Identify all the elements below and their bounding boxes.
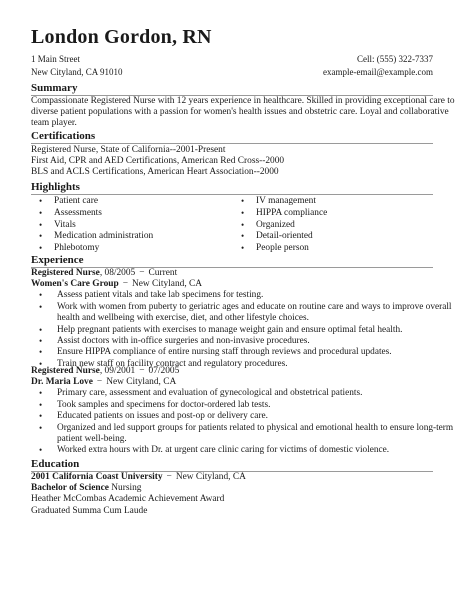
summary-text bbox=[31, 96, 455, 130]
job-entry bbox=[31, 366, 454, 457]
summary-line: team player. bbox=[31, 118, 77, 129]
education-entry bbox=[31, 472, 433, 517]
email-address: example-email@example.com bbox=[323, 67, 433, 77]
highlight-item: • HIPPA compliance bbox=[241, 207, 328, 218]
highlights-divider bbox=[31, 194, 433, 195]
highlights-left-list bbox=[31, 196, 153, 255]
bullet-icon: • bbox=[39, 207, 43, 218]
highlight-item: • Assessments bbox=[39, 207, 102, 218]
highlight-item: • Medication administration bbox=[39, 231, 154, 242]
bullet-icon: • bbox=[39, 324, 43, 335]
certification-item: Registered Nurse, State of California--2001-Present bbox=[31, 145, 226, 155]
bullet-icon: • bbox=[241, 196, 245, 206]
experience-heading: Experience bbox=[31, 254, 84, 266]
highlight-item: • Detail-oriented bbox=[241, 231, 313, 242]
employer-line: Women's Care Group − New Cityland, CA bbox=[31, 279, 203, 290]
degree-line: Bachelor of Science Nursing bbox=[31, 483, 142, 494]
bullet-icon: • bbox=[39, 347, 43, 358]
duty-item-continued: patient well-being. bbox=[57, 434, 127, 445]
street-address: 1 Main Street bbox=[31, 54, 80, 64]
highlight-item: • People person bbox=[241, 243, 309, 254]
duty-item-continued: health and wellbeing with exercise, diet, and other lifestyle choices. bbox=[57, 313, 309, 324]
highlight-item: • Vitals bbox=[39, 219, 76, 230]
bullet-icon: • bbox=[39, 196, 43, 206]
cell-phone: Cell: (555) 322-7337 bbox=[357, 54, 433, 64]
certifications-list bbox=[31, 145, 433, 179]
duty-item: • Help pregnant patients with exercises to manage weight gain and ensure optimal fetal health. bbox=[39, 324, 403, 335]
bullet-icon: • bbox=[39, 290, 43, 301]
summary-line: Compassionate Registered Nurse with 12 years experience in healthcare. Skilled in providing exceptional care to bbox=[31, 96, 455, 106]
duty-item: • Organized and led support groups for patients related to physical and emotional health to ensure long-term bbox=[39, 422, 454, 433]
school-line: 2001 California Coast University − New Cityland, CA bbox=[31, 472, 246, 482]
duty-item: • Work with women from puberty to geriatric ages and educate on routine care and ways to improve overall bbox=[39, 301, 452, 312]
education-heading: Education bbox=[31, 458, 80, 470]
candidate-name: London Gordon, RN bbox=[31, 26, 212, 48]
highlights-right-list bbox=[233, 196, 327, 255]
bullet-icon: • bbox=[39, 301, 43, 312]
city-address: New Cityland, CA 91010 bbox=[31, 67, 123, 77]
bullet-icon: • bbox=[241, 231, 245, 242]
summary-line: diverse patient populations with a passion for women's health issues and obstetric care. Loyal and collaborative bbox=[31, 107, 449, 118]
summary-heading: Summary bbox=[31, 82, 78, 94]
job-title-line: Registered Nurse, 09/2001 − 07/2005 bbox=[31, 366, 180, 376]
duty-item: • Educated patients on issues and post-op or delivery care. bbox=[39, 411, 268, 422]
certifications-heading: Certifications bbox=[31, 130, 96, 142]
highlight-item: • IV management bbox=[241, 196, 316, 206]
certification-item: BLS and ACLS Certifications, American Heart Association--2000 bbox=[31, 167, 279, 178]
duty-item: • Took samples and specimens for doctor-ordered lab tests. bbox=[39, 399, 271, 410]
bullet-icon: • bbox=[39, 388, 43, 399]
bullet-icon: • bbox=[39, 445, 43, 456]
bullet-icon: • bbox=[39, 243, 43, 254]
duty-item: • Assist doctors with in-office surgeries and non-invasive procedures. bbox=[39, 336, 310, 347]
highlight-item: • Organized bbox=[241, 219, 295, 230]
highlight-item: • Patient care bbox=[39, 196, 98, 206]
certifications-divider bbox=[31, 143, 433, 144]
job-entry bbox=[31, 268, 452, 370]
bullet-icon: • bbox=[39, 358, 43, 369]
honors-line: Graduated Summa Cum Laude bbox=[31, 505, 148, 516]
job-title-line: Registered Nurse, 08/2005 − Current bbox=[31, 268, 178, 278]
bullet-icon: • bbox=[39, 399, 43, 410]
address-block bbox=[31, 53, 123, 79]
bullet-icon: • bbox=[241, 243, 245, 254]
bullet-icon: • bbox=[241, 207, 245, 218]
bullet-icon: • bbox=[39, 422, 43, 433]
certification-item: First Aid, CPR and AED Certifications, American Red Cross--2000 bbox=[31, 156, 285, 167]
duty-item: • Ensure HIPPA compliance of entire nursing staff through reviews and procedural updates. bbox=[39, 347, 392, 358]
award-line: Heather McCombas Academic Achievement Award bbox=[31, 494, 225, 505]
duty-item: • Primary care, assessment and evaluation of gynecological and obstetrical patients. bbox=[39, 388, 363, 399]
highlight-item: • Phlebotomy bbox=[39, 243, 100, 254]
employer-line: Dr. Maria Love − New Cityland, CA bbox=[31, 377, 177, 388]
bullet-icon: • bbox=[241, 219, 245, 230]
duty-item: • Worked extra hours with Dr. at urgent care clinic caring for victims of domestic violence. bbox=[39, 445, 390, 456]
contact-block bbox=[323, 53, 433, 79]
duty-item: • Assess patient vitals and take lab specimens for testing. bbox=[39, 290, 264, 301]
bullet-icon: • bbox=[39, 411, 43, 422]
bullet-icon: • bbox=[39, 219, 43, 230]
bullet-icon: • bbox=[39, 336, 43, 347]
highlights-heading: Highlights bbox=[31, 181, 80, 193]
duty-item: • Train new staff on facility contract and regulatory procedures. bbox=[39, 358, 288, 369]
bullet-icon: • bbox=[39, 231, 43, 242]
